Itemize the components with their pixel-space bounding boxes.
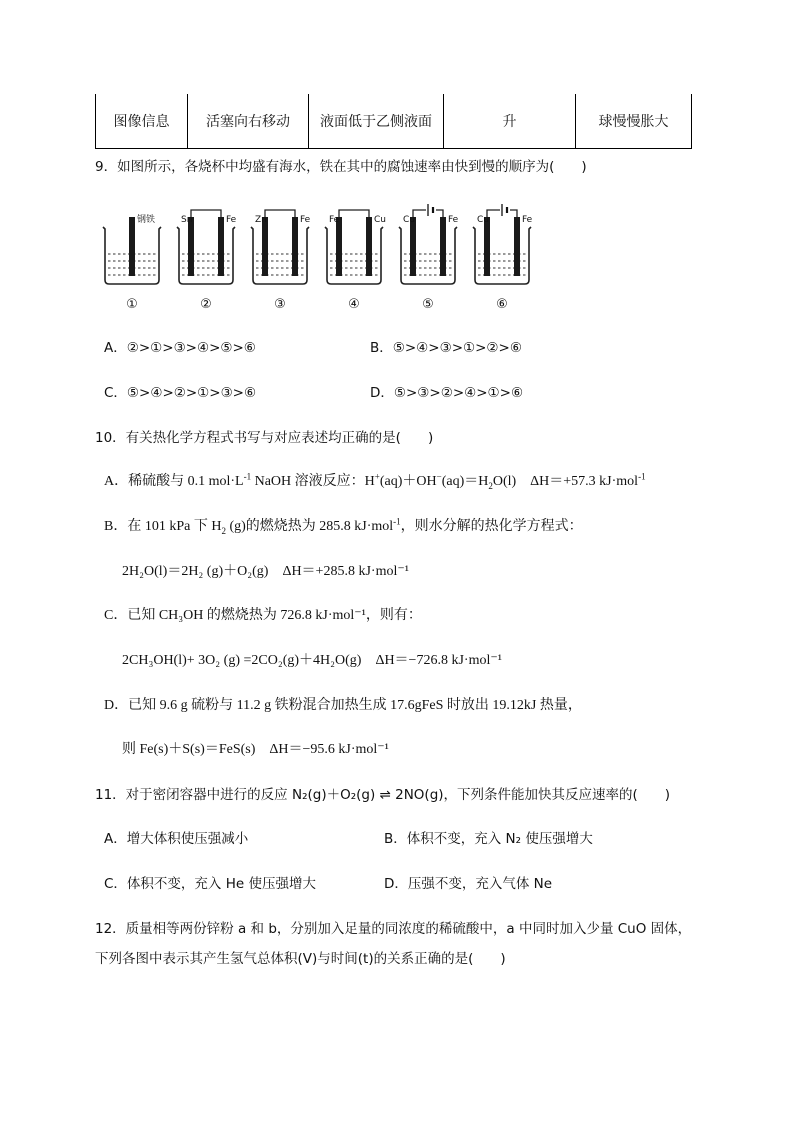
q10-a-sup: -1 [638, 471, 646, 482]
electrode [514, 217, 520, 276]
table-cell: 升 [444, 94, 576, 149]
electrode-label: Cu [477, 215, 489, 225]
table-row [96, 94, 692, 149]
electrode-label: Fe [226, 215, 237, 225]
electrode-label: Fe [329, 215, 340, 225]
q10-b-sup: -1 [393, 516, 401, 527]
electrode [484, 217, 490, 276]
beaker-outline [251, 227, 309, 284]
beaker-outline [325, 227, 383, 284]
q10-b-text: ，则水分解的热化学方程式： [400, 519, 583, 534]
electrode [218, 217, 224, 276]
info-table [95, 94, 692, 149]
electrode-label: 钢铁 [137, 215, 156, 225]
wire [191, 210, 221, 217]
q11-option-a: A．增大体积使压强减小 [104, 831, 249, 847]
beaker-outline [177, 227, 235, 284]
q10-a-text: O(l) ΔH＝+57.3 kJ·mol [492, 474, 639, 489]
q10-a-text: A．稀硫酸与 0.1 mol·L [104, 474, 244, 489]
electrode [292, 217, 298, 276]
q9-stem: 9．如图所示，各烧杯中均盛有海水，铁在其中的腐蚀速率由快到慢的顺序为( ) [95, 159, 587, 175]
table-cell: 图像信息 [96, 94, 188, 149]
beaker-number: ② [200, 297, 212, 312]
wire [339, 210, 369, 217]
q10-b-equation: 2H₂O(l)＝2H₂ (g)＋O₂(g) ΔH＝+285.8 kJ·mol⁻¹ [122, 564, 409, 579]
q10-option-a [104, 473, 646, 491]
q9-option-c: C．⑤>④>②>①>③>⑥ [104, 385, 257, 401]
electrode [410, 217, 416, 276]
electrode [188, 217, 194, 276]
beaker-outline [473, 227, 531, 284]
beaker-number: ⑤ [422, 297, 434, 312]
electrode-label: Cu [374, 215, 386, 225]
q10-a-sup: − [436, 471, 442, 482]
q10-option-d: D．已知 9.6 g 硫粉与 11.2 g 铁粉混合加热生成 17.6gFeS 时放出 19.12kJ 热量， [104, 698, 582, 713]
electrode-label: Zn [255, 215, 267, 225]
q12-line2: 下列各图中表示其产生氢气总体积(V)与时间(t)的关系正确的是( ) [95, 951, 506, 967]
q10-b-text: B．在 101 kPa 下 H [104, 519, 222, 534]
q10-a-text: (aq)＋OH [379, 474, 437, 489]
q10-option-b [104, 518, 583, 536]
beaker-number: ⑥ [496, 297, 508, 312]
q10-stem: 10．有关热化学方程式书写与对应表述均正确的是( ) [95, 430, 434, 446]
q10-a-sup: -1 [243, 471, 252, 482]
table-cell: 球慢慢胀大 [576, 94, 692, 149]
electrode-label: Sn [181, 215, 193, 225]
q10-b-text: (g)的燃烧热为 285.8 kJ·mol [225, 519, 394, 534]
q11-stem: 11．对于密闭容器中进行的反应 N₂(g)＋O₂(g) ⇌ 2NO(g)，下列条件能加快其反应速率的( ) [95, 787, 671, 803]
beaker-number: ① [126, 297, 138, 312]
q11-option-b: B．体积不变，充入 N₂ 使压强增大 [384, 831, 593, 847]
q10-a-sup: + [374, 471, 380, 482]
q10-b-sub: 2 [221, 525, 226, 536]
electrode-label: Fe [522, 215, 533, 225]
q10-d-equation: 则 Fe(s)＋S(s)＝FeS(s) ΔH＝−95.6 kJ·mol⁻¹ [122, 742, 389, 757]
q10-a-text: NaOH 溶液反应：H [251, 474, 375, 489]
q9-option-b: B．⑤>④>③>①>②>⑥ [370, 340, 522, 356]
table-cell: 液面低于乙侧液面 [309, 94, 444, 149]
q9-option-d: D．⑤>③>②>④>①>⑥ [370, 385, 524, 401]
electrode [366, 217, 372, 276]
q10-a-text: (aq)＝H [441, 474, 489, 489]
electrode-label: Fe [300, 215, 311, 225]
q10-a-sub: 2 [488, 480, 493, 491]
electrode [129, 217, 135, 276]
q11-option-d: D．压强不变，充入气体 Ne [384, 876, 553, 892]
q11-option-c: C．体积不变，充入 He 使压强增大 [104, 876, 316, 892]
beaker-outline [399, 227, 457, 284]
electrode [262, 217, 268, 276]
q12-line1: 12．质量相等两份锌粉 a 和 b，分别加入足量的同浓度的稀硫酸中，a 中同时加入少量 CuO 固体， [95, 921, 692, 937]
electrode-label: Cu [403, 215, 415, 225]
table-cell: 活塞向右移动 [188, 94, 309, 149]
q10-c-equation: 2CH₃OH(l)+ 3O₂ (g) =2CO₂(g)＋4H₂O(g) ΔH＝−726.8 kJ·mol⁻¹ [122, 653, 502, 668]
beaker-number: ④ [348, 297, 360, 312]
beaker-number: ③ [274, 297, 286, 312]
q9-option-a: A．②>①>③>④>⑤>⑥ [104, 340, 256, 356]
beakers-figure [95, 196, 545, 314]
electrode-label: Fe [448, 215, 459, 225]
electrode [336, 217, 342, 276]
wire [265, 210, 295, 217]
q10-option-c: C．已知 CH₃OH 的燃烧热为 726.8 kJ·mol⁻¹，则有： [104, 608, 422, 623]
electrode [440, 217, 446, 276]
